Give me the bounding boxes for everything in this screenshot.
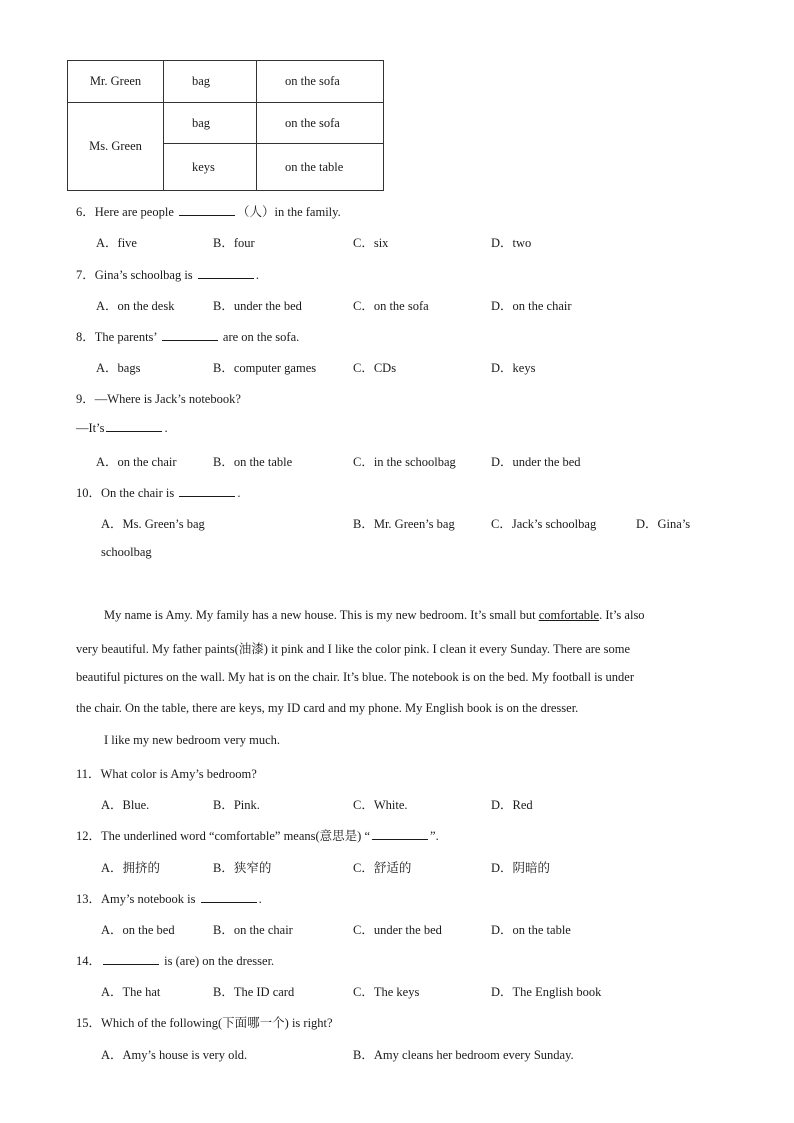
answer-blank[interactable]	[198, 268, 254, 279]
answer-blank[interactable]	[179, 205, 235, 216]
passage-line-1	[104, 608, 747, 623]
question-text: —Where is Jack’s notebook?	[94, 392, 241, 406]
question-text: On the chair is	[101, 486, 175, 500]
question-text-end: .	[258, 892, 262, 906]
option-d[interactable]: D．on the chair	[491, 299, 572, 313]
option-b[interactable]: B．under the bed	[213, 299, 302, 313]
question-text: What color is Amy’s bedroom?	[100, 767, 257, 781]
table-cell-person: Mr. Green	[68, 61, 164, 103]
question-number: 7．	[76, 268, 95, 282]
table-row	[68, 103, 384, 144]
question-number: 13．	[76, 892, 102, 906]
option-b[interactable]: B．Mr. Green’s bag	[353, 517, 455, 531]
option-d[interactable]: D．Gina’s	[636, 517, 691, 531]
table-cell-place: on the sofa	[257, 61, 384, 103]
option-a[interactable]: A．on the desk	[96, 299, 175, 313]
question-text: Gina’s schoolbag is	[94, 268, 193, 282]
option-b[interactable]: B．The ID card	[213, 985, 295, 999]
question-text: The parents’	[94, 330, 157, 344]
option-d[interactable]: D．keys	[491, 361, 536, 375]
option-d[interactable]: D．on the table	[491, 923, 571, 937]
option-a[interactable]: A．on the bed	[101, 923, 175, 937]
option-c[interactable]: C．舒适的	[353, 861, 412, 875]
option-a[interactable]: A．Blue.	[101, 798, 150, 812]
table-row	[68, 61, 384, 103]
option-d[interactable]: D．阴暗的	[491, 861, 551, 875]
question-text-end: are on the sofa.	[222, 330, 300, 344]
question-number: 10．	[76, 486, 102, 500]
question-9	[76, 389, 241, 407]
option-b[interactable]: B．on the chair	[213, 923, 293, 937]
question-text: The underlined word “comfortable” means(意思是) “	[101, 829, 371, 843]
question-11	[76, 764, 257, 782]
option-a[interactable]: A．bags	[96, 361, 141, 375]
question-15	[76, 1013, 333, 1031]
option-c[interactable]: C．on the sofa	[353, 299, 429, 313]
option-a[interactable]: A．The hat	[101, 985, 161, 999]
option-a[interactable]: A．Amy’s house is very old.	[101, 1048, 248, 1062]
option-c[interactable]: C．CDs	[353, 361, 397, 375]
question-9-answer-line	[76, 421, 168, 436]
info-table	[67, 60, 384, 191]
question-text-end: .	[164, 421, 168, 435]
option-a[interactable]: A．拥挤的	[101, 861, 161, 875]
option-c[interactable]: C．White.	[353, 798, 408, 812]
question-text-end: .	[255, 268, 259, 282]
question-12	[76, 826, 439, 844]
passage-line-4: the chair. On the table, there are keys, my ID card and my phone. My English book is on the dresser.	[76, 701, 579, 715]
option-d-continued: schoolbag	[101, 545, 152, 559]
passage-line-2: very beautiful. My father paints(油漆) it pink and I like the color pink. I clean it every Sunday. There are some	[76, 642, 630, 656]
option-b[interactable]: B．four	[213, 236, 255, 250]
option-b[interactable]: B．Amy cleans her bedroom every Sunday.	[353, 1048, 574, 1062]
question-number: 12．	[76, 829, 102, 843]
question-text: Here are people	[94, 205, 174, 219]
answer-blank[interactable]	[103, 954, 159, 965]
question-13	[76, 889, 262, 907]
option-b[interactable]: B．on the table	[213, 455, 293, 469]
option-b[interactable]: B．Pink.	[213, 798, 260, 812]
answer-blank[interactable]	[201, 892, 257, 903]
question-text-end: （人）in the family.	[237, 205, 341, 219]
passage-line-3: beautiful pictures on the wall. My hat is on the chair. It’s blue. The notebook is on the bed. My football is under	[76, 670, 634, 684]
question-text: Amy’s notebook is	[101, 892, 196, 906]
question-text-end: .	[237, 486, 241, 500]
option-d[interactable]: D．two	[491, 236, 532, 250]
question-number: 15．	[76, 1016, 102, 1030]
question-number: 14．	[76, 954, 102, 968]
answer-blank[interactable]	[106, 421, 162, 432]
table-cell-item: keys	[164, 144, 257, 191]
option-d[interactable]: D．under the bed	[491, 455, 581, 469]
option-d[interactable]: D．Red	[491, 798, 533, 812]
option-c[interactable]: C．Jack’s schoolbag	[491, 517, 597, 531]
answer-blank[interactable]	[162, 330, 218, 341]
answer-blank[interactable]	[179, 486, 235, 497]
underlined-word-comfortable: comfortable	[538, 608, 600, 622]
option-a[interactable]: A．on the chair	[96, 455, 177, 469]
passage-text: . It’s also	[599, 608, 645, 622]
option-c[interactable]: C．six	[353, 236, 389, 250]
option-c[interactable]: C．in the schoolbag	[353, 455, 456, 469]
option-c[interactable]: C．The keys	[353, 985, 420, 999]
question-number: 9．	[76, 392, 95, 406]
option-a[interactable]: A．five	[96, 236, 137, 250]
question-number: 6．	[76, 205, 95, 219]
option-b[interactable]: B．狭窄的	[213, 861, 272, 875]
question-text-end: ”.	[430, 829, 439, 843]
question-10	[76, 483, 241, 501]
table-cell-place: on the sofa	[257, 103, 384, 144]
option-c[interactable]: C．under the bed	[353, 923, 442, 937]
question-text: Which of the following(下面哪一个) is right?	[101, 1016, 333, 1030]
question-6	[76, 202, 341, 220]
question-text: —It’s	[76, 421, 105, 435]
table-cell-place: on the table	[257, 144, 384, 191]
table-cell-item: bag	[164, 103, 257, 144]
option-b[interactable]: B．computer games	[213, 361, 317, 375]
question-7	[76, 265, 259, 283]
passage-line-5: I like my new bedroom very much.	[104, 733, 280, 747]
option-a[interactable]: A．Ms. Green’s bag	[101, 517, 205, 531]
passage-text: My name is Amy. My family has a new house. This is my new bedroom. It’s small but	[104, 608, 536, 622]
question-number: 11．	[76, 767, 101, 781]
question-text-end: is (are) on the dresser.	[164, 954, 275, 968]
answer-blank[interactable]	[372, 829, 428, 840]
option-d[interactable]: D．The English book	[491, 985, 602, 999]
question-number: 8．	[76, 330, 95, 344]
table-cell-item: bag	[164, 61, 257, 103]
table-cell-person: Ms. Green	[68, 103, 164, 191]
question-8	[76, 327, 299, 345]
question-14	[76, 951, 274, 969]
